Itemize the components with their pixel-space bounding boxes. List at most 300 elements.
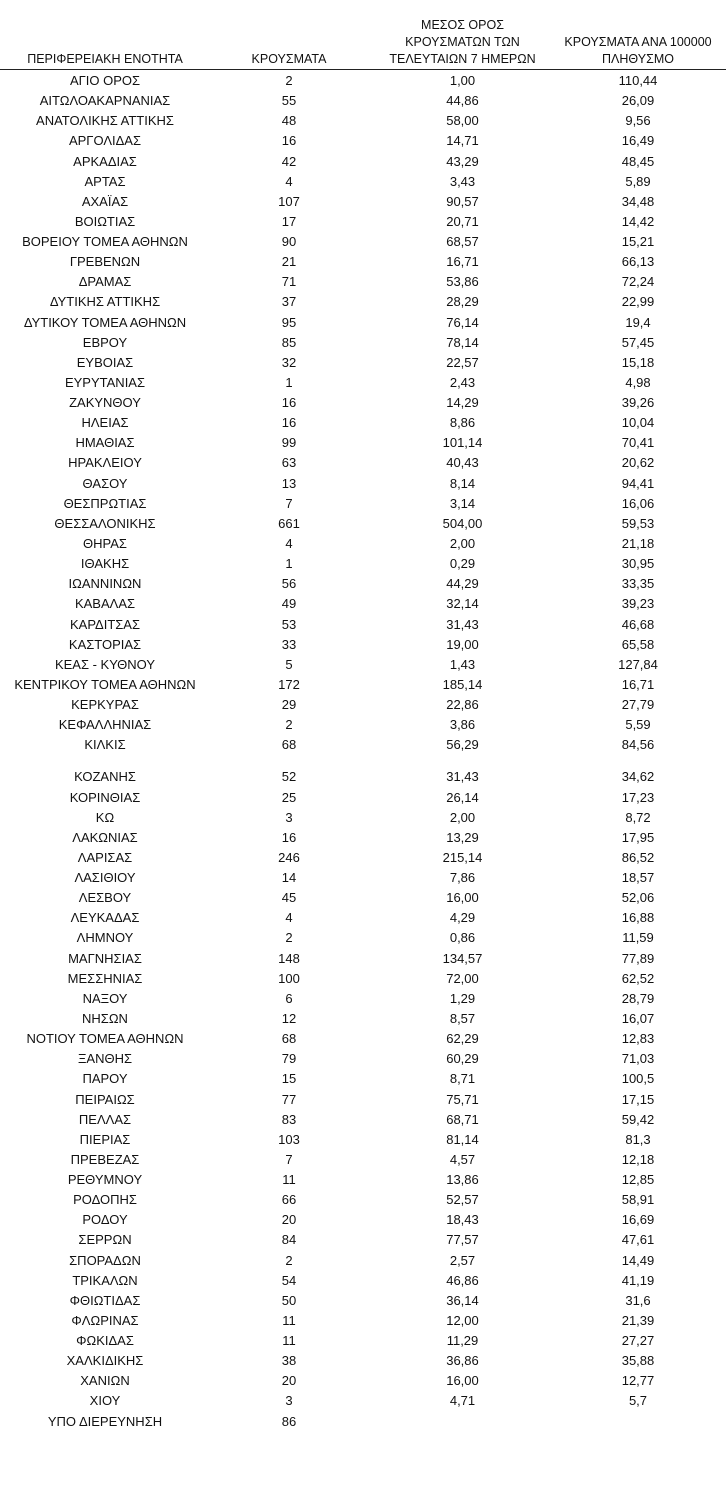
table-row bbox=[0, 1291, 726, 1311]
cases-cell: 48 bbox=[281, 113, 297, 129]
region-cell: ΘΗΡΑΣ bbox=[83, 535, 127, 551]
per100k-cell: 35,88 bbox=[621, 1353, 655, 1369]
avg7-cell: 12,00 bbox=[446, 1312, 479, 1328]
per100k-cell: 27,27 bbox=[621, 1333, 655, 1349]
avg7-cell: 28,29 bbox=[446, 294, 479, 310]
per100k-cell: 12,18 bbox=[621, 1151, 655, 1167]
table-row bbox=[0, 172, 726, 192]
per100k-cell: 127,84 bbox=[618, 656, 658, 672]
cases-cell: 661 bbox=[278, 515, 300, 531]
avg7-cell: 7,86 bbox=[449, 870, 476, 886]
table-row bbox=[0, 1130, 726, 1150]
region-cell: ΚΙΛΚΙΣ bbox=[84, 737, 126, 753]
region-cell: ΘΕΣΠΡΩΤΙΑΣ bbox=[63, 495, 147, 511]
avg7-cell: 2,00 bbox=[449, 809, 476, 825]
per100k-cell: 62,52 bbox=[621, 970, 655, 986]
avg7-cell: 215,14 bbox=[442, 849, 483, 865]
cases-cell: 52 bbox=[281, 769, 297, 785]
cases-cell: 4 bbox=[285, 535, 293, 551]
table-row bbox=[0, 594, 726, 614]
cases-cell: 1 bbox=[285, 374, 293, 390]
avg7-cell: 75,71 bbox=[446, 1091, 479, 1107]
table-row bbox=[0, 333, 726, 353]
cases-cell: 71 bbox=[281, 274, 297, 290]
region-cell: ΧΑΝΙΩΝ bbox=[80, 1373, 130, 1389]
per100k-cell: 34,48 bbox=[621, 193, 655, 209]
per100k-cell: 16,71 bbox=[621, 676, 655, 692]
avg7-cell: 4,71 bbox=[449, 1393, 476, 1409]
region-cell: ΑΙΤΩΛΟΑΚΑΡΝΑΝΙΑΣ bbox=[39, 93, 171, 109]
region-cell: ΑΡΚΑΔΙΑΣ bbox=[73, 153, 137, 169]
table-row bbox=[0, 989, 726, 1009]
cases-cell: 83 bbox=[281, 1111, 297, 1127]
per100k-cell: 39,26 bbox=[621, 395, 655, 411]
table-row bbox=[0, 675, 726, 695]
cases-cell: 2 bbox=[285, 930, 293, 946]
table-row bbox=[0, 232, 726, 252]
cases-cell: 25 bbox=[281, 789, 297, 805]
per100k-cell: 12,85 bbox=[621, 1172, 655, 1188]
avg7-cell: 36,14 bbox=[446, 1292, 479, 1308]
table-row bbox=[0, 1110, 726, 1130]
per100k-cell: 26,09 bbox=[621, 93, 655, 109]
region-cell: ΚΕΑΣ - ΚΥΘΝΟΥ bbox=[54, 656, 156, 672]
region-cell: ΚΑΣΤΟΡΙΑΣ bbox=[68, 636, 142, 652]
cases-cell: 42 bbox=[281, 153, 297, 169]
table-row bbox=[0, 494, 726, 514]
table-row bbox=[0, 373, 726, 393]
per100k-cell: 47,61 bbox=[621, 1232, 655, 1248]
avg7-cell: 13,86 bbox=[446, 1172, 479, 1188]
region-cell: ΚΑΒΑΛΑΣ bbox=[74, 596, 136, 612]
cases-cell: 11 bbox=[282, 1172, 296, 1188]
cases-cell: 17 bbox=[281, 213, 297, 229]
avg7-cell: 68,57 bbox=[446, 234, 479, 250]
table-row bbox=[0, 474, 726, 494]
region-cell: ΦΛΩΡΙΝΑΣ bbox=[71, 1312, 139, 1328]
cases-cell: 20 bbox=[281, 1373, 297, 1389]
table-row bbox=[0, 1391, 726, 1411]
per100k-cell: 12,83 bbox=[621, 1031, 655, 1047]
region-cell: ΛΕΥΚΑΔΑΣ bbox=[70, 910, 140, 926]
cases-cell: 53 bbox=[281, 616, 297, 632]
cases-cell: 16 bbox=[281, 395, 297, 411]
region-cell: ΜΕΣΣΗΝΙΑΣ bbox=[67, 970, 143, 986]
per100k-cell: 20,62 bbox=[621, 455, 655, 471]
cases-cell: 79 bbox=[281, 1051, 297, 1067]
region-cell: ΖΑΚΥΝΘΟΥ bbox=[69, 395, 141, 411]
per100k-cell: 100,5 bbox=[621, 1071, 655, 1087]
avg7-cell: 0,86 bbox=[449, 930, 476, 946]
table-row bbox=[0, 828, 726, 848]
avg7-cell: 46,86 bbox=[446, 1272, 479, 1288]
avg7-cell: 14,29 bbox=[446, 395, 479, 411]
per100k-cell: 59,53 bbox=[621, 515, 655, 531]
region-cell: ΠΑΡΟΥ bbox=[82, 1071, 128, 1087]
region-cell: ΙΩΑΝΝΙΝΩΝ bbox=[68, 576, 142, 592]
table-row bbox=[0, 1150, 726, 1170]
table-row bbox=[0, 131, 726, 151]
table-row bbox=[0, 928, 726, 948]
per100k-cell: 16,06 bbox=[621, 495, 655, 511]
avg7-cell: 4,57 bbox=[449, 1151, 476, 1167]
region-cell: ΛΕΣΒΟΥ bbox=[78, 890, 132, 906]
region-cell: ΡΕΘΥΜΝΟΥ bbox=[67, 1172, 143, 1188]
avg7-cell: 504,00 bbox=[442, 515, 483, 531]
per100k-cell: 52,06 bbox=[621, 890, 655, 906]
region-cell: ΚΕΡΚΥΡΑΣ bbox=[71, 697, 139, 713]
table-row bbox=[0, 353, 726, 373]
avg7-cell: 43,29 bbox=[446, 153, 479, 169]
avg7-cell: 8,71 bbox=[449, 1071, 476, 1087]
table-row bbox=[0, 1331, 726, 1351]
avg7-cell: 16,00 bbox=[446, 1373, 479, 1389]
cases-cell: 85 bbox=[281, 334, 297, 350]
per100k-cell: 86,52 bbox=[621, 849, 655, 865]
per100k-cell: 33,35 bbox=[621, 576, 655, 592]
per100k-cell: 15,21 bbox=[621, 234, 655, 250]
per100k-cell: 12,77 bbox=[621, 1373, 655, 1389]
cases-cell: 66 bbox=[281, 1192, 297, 1208]
region-cell: ΔΡΑΜΑΣ bbox=[78, 274, 132, 290]
region-cell: ΑΡΤΑΣ bbox=[84, 173, 126, 189]
table-row bbox=[0, 1190, 726, 1210]
region-cell: ΔΥΤΙΚΗΣ ΑΤΤΙΚΗΣ bbox=[49, 294, 161, 310]
avg7-cell: 2,43 bbox=[449, 374, 476, 390]
table-row bbox=[0, 655, 726, 675]
avg7-cell: 101,14 bbox=[442, 435, 483, 451]
cases-cell: 1 bbox=[285, 556, 293, 572]
cases-cell: 246 bbox=[278, 849, 300, 865]
cases-cell: 68 bbox=[281, 737, 297, 753]
per100k-cell: 17,15 bbox=[621, 1091, 655, 1107]
cases-cell: 86 bbox=[281, 1413, 297, 1429]
region-cell: ΠΙΕΡΙΑΣ bbox=[79, 1131, 131, 1147]
avg7-cell: 16,71 bbox=[446, 254, 479, 270]
avg7-cell: 62,29 bbox=[446, 1031, 479, 1047]
avg7-cell: 31,43 bbox=[446, 616, 479, 632]
region-cell: ΘΑΣΟΥ bbox=[82, 475, 128, 491]
table-header bbox=[0, 0, 726, 70]
cases-cell: 16 bbox=[281, 133, 297, 149]
per100k-cell: 8,72 bbox=[625, 809, 651, 825]
region-cell: ΕΒΡΟΥ bbox=[82, 334, 128, 350]
avg7-cell: 8,14 bbox=[449, 475, 476, 491]
per100k-cell: 10,04 bbox=[621, 415, 655, 431]
region-cell: ΣΠΟΡΑΔΩΝ bbox=[69, 1252, 141, 1268]
avg7-cell: 1,29 bbox=[449, 990, 476, 1006]
table-row bbox=[0, 1029, 726, 1049]
region-cell: ΚΟΖΑΝΗΣ bbox=[74, 769, 136, 785]
table-row bbox=[0, 1271, 726, 1291]
table-row bbox=[0, 1311, 726, 1331]
region-cell: ΑΝΑΤΟΛΙΚΗΣ ΑΤΤΙΚΗΣ bbox=[36, 113, 174, 129]
region-cell: ΥΠΟ ΔΙΕΡΕΥΝΗΣΗ bbox=[47, 1413, 163, 1429]
table-row bbox=[0, 453, 726, 473]
per100k-cell: 21,18 bbox=[621, 535, 655, 551]
avg7-cell: 2,00 bbox=[449, 535, 476, 551]
avg7-cell: 8,86 bbox=[449, 415, 476, 431]
avg7-cell: 20,71 bbox=[446, 213, 479, 229]
table-row bbox=[0, 192, 726, 212]
per100k-cell: 30,95 bbox=[621, 556, 655, 572]
cases-cell: 95 bbox=[281, 314, 297, 330]
cases-cell: 2 bbox=[285, 73, 293, 88]
table-row bbox=[0, 1251, 726, 1271]
region-cell: ΧΙΟΥ bbox=[89, 1393, 121, 1409]
avg7-cell: 58,00 bbox=[446, 113, 479, 129]
region-cell: ΞΑΝΘΗΣ bbox=[77, 1051, 133, 1067]
cases-cell: 100 bbox=[278, 970, 300, 986]
avg7-cell: 56,29 bbox=[446, 737, 479, 753]
cases-cell: 3 bbox=[285, 1393, 293, 1409]
table-row bbox=[0, 1009, 726, 1029]
per100k-cell: 11,59 bbox=[622, 930, 654, 946]
per100k-cell: 14,42 bbox=[621, 213, 655, 229]
cases-cell: 56 bbox=[281, 576, 297, 592]
per100k-cell: 9,56 bbox=[625, 113, 651, 129]
table-row bbox=[0, 1090, 726, 1110]
region-cell: ΚΑΡΔΙΤΣΑΣ bbox=[69, 616, 141, 632]
avg7-cell: 77,57 bbox=[446, 1232, 479, 1248]
region-cell: ΛΑΚΩΝΙΑΣ bbox=[72, 829, 138, 845]
region-cell: ΚΕΦΑΛΛΗΝΙΑΣ bbox=[58, 717, 152, 733]
avg7-cell: 16,00 bbox=[446, 890, 479, 906]
avg7-cell: 78,14 bbox=[446, 334, 479, 350]
per100k-cell: 16,69 bbox=[621, 1212, 655, 1228]
avg7-cell: 22,86 bbox=[446, 697, 479, 713]
region-cell: ΝΟΤΙΟΥ ΤΟΜΕΑ ΑΘΗΝΩΝ bbox=[26, 1031, 184, 1047]
cases-cell: 99 bbox=[281, 435, 297, 451]
header-per100k: ΚΡΟΥΣΜΑΤΑ ΑΝΑ 100000 ΠΛΗΘΥΣΜΟ bbox=[564, 35, 712, 66]
region-cell: ΛΑΣΙΘΙΟΥ bbox=[74, 870, 136, 886]
cases-cell: 29 bbox=[281, 697, 297, 713]
per100k-cell: 15,18 bbox=[621, 354, 655, 370]
avg7-cell: 22,57 bbox=[446, 354, 479, 370]
avg7-cell: 26,14 bbox=[446, 789, 479, 805]
table-row bbox=[0, 888, 726, 908]
region-cell: ΡΟΔΟΠΗΣ bbox=[73, 1192, 137, 1208]
cases-cell: 2 bbox=[285, 1252, 293, 1268]
per100k-cell: 16,07 bbox=[621, 1010, 655, 1026]
avg7-cell: 81,14 bbox=[446, 1131, 479, 1147]
table-row bbox=[0, 71, 726, 91]
table-row bbox=[0, 808, 726, 828]
region-cell: ΗΜΑΘΙΑΣ bbox=[75, 435, 135, 451]
cases-cell: 7 bbox=[285, 1151, 293, 1167]
table-row bbox=[0, 534, 726, 554]
per100k-cell: 19,4 bbox=[625, 314, 651, 330]
table-row bbox=[0, 1210, 726, 1230]
per100k-cell: 81,3 bbox=[625, 1131, 651, 1147]
avg7-cell: 60,29 bbox=[446, 1051, 479, 1067]
table-row bbox=[0, 272, 726, 292]
per100k-cell: 94,41 bbox=[621, 475, 655, 491]
table-row bbox=[0, 1069, 726, 1089]
region-cell: ΝΑΞΟΥ bbox=[82, 990, 128, 1006]
avg7-cell: 13,29 bbox=[446, 829, 479, 845]
table-row bbox=[0, 292, 726, 312]
cases-cell: 54 bbox=[281, 1272, 297, 1288]
region-cell: ΒΟΙΩΤΙΑΣ bbox=[74, 213, 136, 229]
avg7-cell: 11,29 bbox=[446, 1333, 479, 1349]
cases-cell: 55 bbox=[281, 93, 297, 109]
avg7-cell: 3,14 bbox=[449, 495, 476, 511]
table-row bbox=[0, 91, 726, 111]
region-cell: ΧΑΛΚΙΔΙΚΗΣ bbox=[66, 1353, 144, 1369]
per100k-cell: 16,88 bbox=[621, 910, 655, 926]
region-cell: ΛΗΜΝΟΥ bbox=[76, 930, 134, 946]
avg7-cell: 18,43 bbox=[446, 1212, 479, 1228]
table-row bbox=[0, 788, 726, 808]
per100k-cell: 21,39 bbox=[621, 1312, 655, 1328]
region-cell: ΜΑΓΝΗΣΙΑΣ bbox=[68, 950, 142, 966]
cases-cell: 107 bbox=[278, 193, 300, 209]
avg7-cell: 68,71 bbox=[446, 1111, 479, 1127]
avg7-cell: 19,00 bbox=[446, 636, 479, 652]
per100k-cell: 5,59 bbox=[625, 717, 651, 733]
region-cell: ΕΥΡΥΤΑΝΙΑΣ bbox=[64, 374, 146, 390]
per100k-cell: 17,95 bbox=[621, 829, 655, 845]
region-cell: ΑΧΑΪΑΣ bbox=[81, 193, 129, 209]
table-row bbox=[0, 767, 726, 787]
cases-cell: 32 bbox=[281, 354, 297, 370]
table-row bbox=[0, 152, 726, 172]
table-row bbox=[0, 212, 726, 232]
region-cell: ΑΓΙΟ ΟΡΟΣ bbox=[69, 73, 141, 88]
per100k-cell: 110,44 bbox=[618, 73, 658, 88]
cases-cell: 68 bbox=[281, 1031, 297, 1047]
avg7-cell: 2,57 bbox=[449, 1252, 476, 1268]
cases-cell: 2 bbox=[285, 717, 293, 733]
table-row bbox=[0, 554, 726, 574]
per100k-cell: 57,45 bbox=[621, 334, 655, 350]
per100k-cell: 39,23 bbox=[621, 596, 655, 612]
avg7-cell: 44,86 bbox=[446, 93, 479, 109]
avg7-cell: 44,29 bbox=[446, 576, 479, 592]
cases-cell: 4 bbox=[285, 910, 293, 926]
avg7-cell: 8,57 bbox=[449, 1010, 476, 1026]
avg7-cell: 90,57 bbox=[446, 193, 479, 209]
table-row bbox=[0, 1170, 726, 1190]
per100k-cell: 71,03 bbox=[621, 1051, 655, 1067]
region-cell: ΗΡΑΚΛΕΙΟΥ bbox=[68, 455, 142, 471]
cases-cell: 148 bbox=[278, 950, 300, 966]
avg7-cell: 76,14 bbox=[446, 314, 479, 330]
per100k-cell: 5,89 bbox=[625, 173, 651, 189]
table-row bbox=[0, 949, 726, 969]
table-row bbox=[0, 715, 726, 735]
region-cell: ΠΡΕΒΕΖΑΣ bbox=[70, 1151, 140, 1167]
table-row bbox=[0, 635, 726, 655]
per100k-cell: 34,62 bbox=[621, 769, 655, 785]
avg7-cell: 72,00 bbox=[446, 970, 479, 986]
per100k-cell: 65,58 bbox=[621, 636, 655, 652]
table-row bbox=[0, 1412, 726, 1432]
cases-cell: 14 bbox=[281, 870, 297, 886]
per100k-cell: 77,89 bbox=[621, 950, 655, 966]
cases-cell: 11 bbox=[282, 1312, 296, 1328]
region-cell: ΠΕΛΛΑΣ bbox=[78, 1111, 132, 1127]
per100k-cell: 5,7 bbox=[628, 1393, 648, 1409]
header-region: ΠΕΡΙΦΕΡΕΙΑΚΗ ΕΝΟΤΗΤΑ bbox=[27, 52, 183, 66]
table-row bbox=[0, 868, 726, 888]
avg7-cell: 134,57 bbox=[442, 950, 483, 966]
cases-cell: 4 bbox=[285, 173, 293, 189]
region-cell: ΑΡΓΟΛΙΔΑΣ bbox=[68, 133, 142, 149]
avg7-cell: 53,86 bbox=[446, 274, 479, 290]
header-cases: ΚΡΟΥΣΜΑΤΑ bbox=[251, 52, 327, 66]
per100k-cell: 72,24 bbox=[621, 274, 655, 290]
region-cell: ΤΡΙΚΑΛΩΝ bbox=[72, 1272, 138, 1288]
region-cell: ΝΗΣΩΝ bbox=[82, 1010, 128, 1026]
region-cell: ΚΩ bbox=[95, 809, 115, 825]
cases-cell: 103 bbox=[278, 1131, 300, 1147]
cases-cell: 20 bbox=[281, 1212, 297, 1228]
cases-cell: 3 bbox=[285, 809, 293, 825]
per100k-cell: 48,45 bbox=[621, 153, 655, 169]
avg7-cell: 3,86 bbox=[449, 717, 476, 733]
per100k-cell: 41,19 bbox=[621, 1272, 655, 1288]
table-row bbox=[0, 695, 726, 715]
cases-cell: 77 bbox=[281, 1091, 297, 1107]
region-cell: ΔΥΤΙΚΟΥ ΤΟΜΕΑ ΑΘΗΝΩΝ bbox=[23, 314, 187, 330]
avg7-cell: 31,43 bbox=[446, 769, 479, 785]
table-row bbox=[0, 1351, 726, 1371]
header-divider bbox=[0, 69, 726, 70]
table-row bbox=[0, 574, 726, 594]
region-cell: ΘΕΣΣΑΛΟΝΙΚΗΣ bbox=[54, 515, 156, 531]
table-row bbox=[0, 1230, 726, 1250]
avg7-cell: 4,29 bbox=[449, 910, 476, 926]
per100k-cell: 58,91 bbox=[621, 1192, 655, 1208]
table-row bbox=[0, 313, 726, 333]
per100k-cell: 17,23 bbox=[621, 789, 655, 805]
cases-cell: 37 bbox=[281, 294, 297, 310]
cases-cell: 172 bbox=[278, 676, 300, 692]
cases-cell: 45 bbox=[281, 890, 297, 906]
avg7-cell: 3,43 bbox=[449, 173, 476, 189]
cases-cell: 6 bbox=[285, 990, 293, 1006]
region-cell: ΓΡΕΒΕΝΩΝ bbox=[69, 254, 141, 270]
cases-cell: 33 bbox=[281, 636, 297, 652]
cases-cell: 63 bbox=[281, 455, 297, 471]
region-cell: ΒΟΡΕΙΟΥ ΤΟΜΕΑ ΑΘΗΝΩΝ bbox=[22, 234, 188, 250]
region-cell: ΠΕΙΡΑΙΩΣ bbox=[75, 1091, 135, 1107]
table-row bbox=[0, 1371, 726, 1391]
per100k-cell: 4,98 bbox=[625, 374, 651, 390]
region-cell: ΗΛΕΙΑΣ bbox=[81, 415, 129, 431]
avg7-cell: 185,14 bbox=[442, 676, 483, 692]
cases-cell: 50 bbox=[281, 1292, 297, 1308]
per100k-cell: 18,57 bbox=[621, 870, 655, 886]
per100k-cell: 66,13 bbox=[621, 254, 655, 270]
per100k-cell: 27,79 bbox=[621, 697, 655, 713]
region-cell: ΦΩΚΙΔΑΣ bbox=[76, 1333, 134, 1349]
cases-cell: 21 bbox=[281, 254, 297, 270]
cases-cell: 49 bbox=[281, 596, 297, 612]
avg7-cell: 14,71 bbox=[446, 133, 479, 149]
region-cell: ΙΘΑΚΗΣ bbox=[80, 556, 130, 572]
per100k-cell: 70,41 bbox=[621, 435, 655, 451]
avg7-cell: 1,00 bbox=[449, 73, 476, 88]
region-cell: ΚΟΡΙΝΘΙΑΣ bbox=[69, 789, 141, 805]
table-row bbox=[0, 393, 726, 413]
avg7-cell: 36,86 bbox=[446, 1353, 479, 1369]
table-row bbox=[0, 433, 726, 453]
per100k-cell: 14,49 bbox=[621, 1252, 655, 1268]
region-cell: ΛΑΡΙΣΑΣ bbox=[77, 849, 133, 865]
